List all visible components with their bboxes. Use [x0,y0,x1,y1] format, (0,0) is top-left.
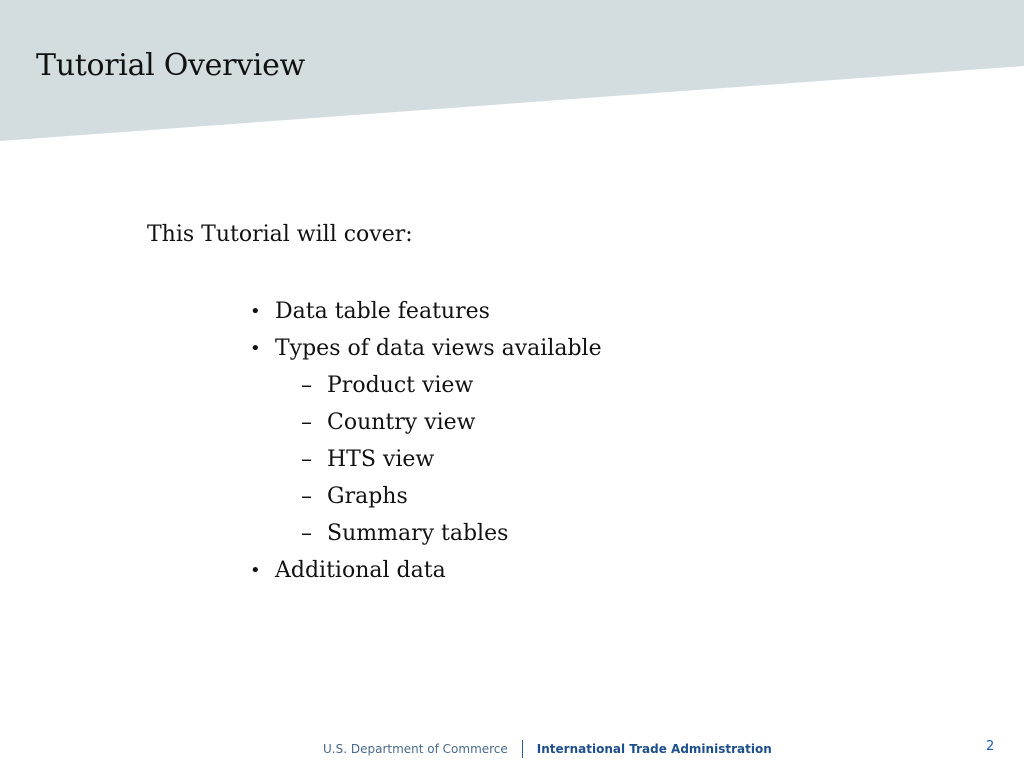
slide-title: Tutorial Overview [36,48,305,83]
footer [323,738,772,760]
footer-department: U.S. Department of Commerce [323,742,508,756]
sub-bullet-item: – HTS view [301,441,847,478]
bullet-text: Types of data views available [275,336,602,361]
sub-bullet-item: – Graphs [301,478,847,515]
bullet-item [250,293,847,330]
sub-bullet-list [275,367,847,552]
sub-bullet-item: – Product view [301,367,847,404]
slide-content [147,220,847,589]
page-number: 2 [986,739,995,754]
footer-divider [522,740,523,758]
sub-bullet-item: – Country view [301,404,847,441]
footer-agency: International Trade Administration [536,742,772,756]
bullet-text: Additional data [275,558,446,583]
bullet-text: Data table features [275,299,490,324]
bullet-item [250,330,847,552]
intro-text: This Tutorial will cover: [147,222,413,247]
bullet-list [147,293,847,589]
bullet-item [250,552,847,589]
sub-bullet-item: – Summary tables [301,515,847,552]
